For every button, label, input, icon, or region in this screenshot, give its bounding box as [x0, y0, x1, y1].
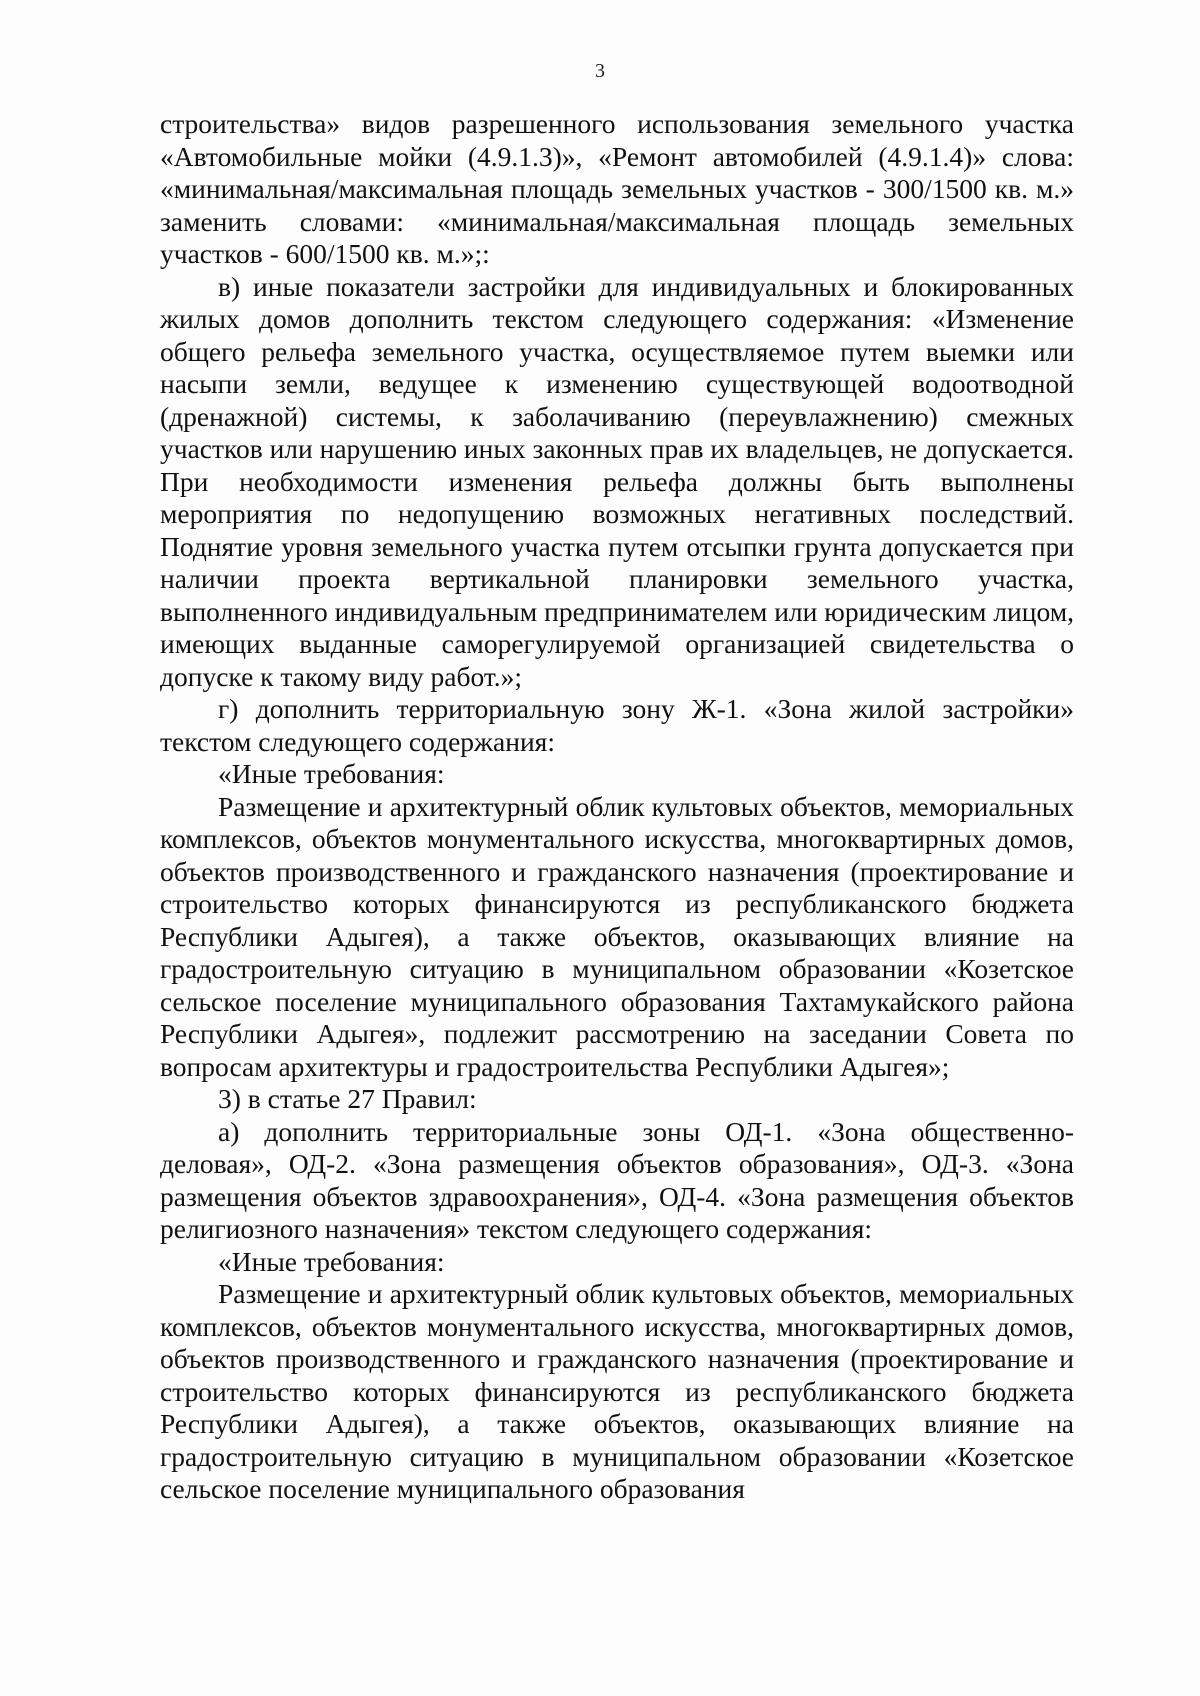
- document-body: [160, 108, 1074, 1506]
- paragraph-9: Размещение и архитектурный облик культовых объектов, мемориальных комплексов, объектов монументального искусства, многоквартирных домов, объектов производственного и гражданского назначения (проектирование и строительство которых финансируются из республиканского бюджета Республики Адыгея), а также объектов, оказывающих влияние на градостроительную ситуацию в муниципальном образовании «Козетское сельское поселение муниципального образования: [160, 1278, 1074, 1504]
- paragraph-7: а) дополнить территориальные зоны ОД-1. «Зона общественно-деловая», ОД-2. «Зона размещения объектов образования», ОД-3. «Зона размещения объектов здравоохранения», ОД-4. «Зона размещения объектов религиозного назначения» текстом следующего содержания:: [160, 1115, 1074, 1244]
- paragraph-2: в) иные показатели застройки для индивидуальных и блокированных жилых домов дополнить текстом следующего содержания: «Изменение общего рельефа земельного участка, осуществляемое путем выемки или насыпи земли, ведущее к изменению существующей водоотводной (дренажной) системы, к заболачиванию (переувлажнению) смежных участков или нарушению иных законных прав их владельцев, не допускается. При необходимости изменения рельефа должны быть выполнены мероприятия по недопущению возможных негативных последствий. Поднятие уровня земельного участка путем отсыпки грунта допускается при наличии проекта вертикальной планировки земельного участка, выполненного индивидуальным предпринимателем или юридическим лицом, имеющих выданные саморегулируемой организацией свидетельства о допуске к такому виду работ.»;: [160, 270, 1074, 692]
- page-number: 3: [595, 60, 605, 82]
- paragraph-5: Размещение и архитектурный облик культовых объектов, мемориальных комплексов, объектов монументального искусства, многоквартирных домов, объектов производственного и гражданского назначения (проектирование и строительство которых финансируются из республиканского бюджета Республики Адыгея), а также объектов, оказывающих влияние на градостроительную ситуацию в муниципальном образовании «Козетское сельское поселение муниципального образования Тахтамукайского района Республики Адыгея», подлежит рассмотрению на заседании Совета по вопросам архитектуры и градостроительства Республики Адыгея»;: [160, 790, 1074, 1082]
- paragraph-6: 3) в статье 27 Правил:: [218, 1083, 477, 1114]
- paragraph-1: строительства» видов разрешенного использования земельного участка «Автомобильные мойки (4.9.1.3)», «Ремонт автомобилей (4.9.1.4)» слова: «минимальная/максимальная площадь земельных участков - 300/1500 кв. м.» заменить словами: «минимальная/максимальная площадь земельных участков - 600/1500 кв. м.»;:: [160, 108, 1074, 269]
- paragraph-3: г) дополнить территориальную зону Ж-1. «Зона жилой застройки» текстом следующего содержания:: [160, 693, 1074, 757]
- paragraph-4: «Иные требования:: [218, 758, 445, 789]
- paragraph-8: «Иные требования:: [218, 1245, 445, 1277]
